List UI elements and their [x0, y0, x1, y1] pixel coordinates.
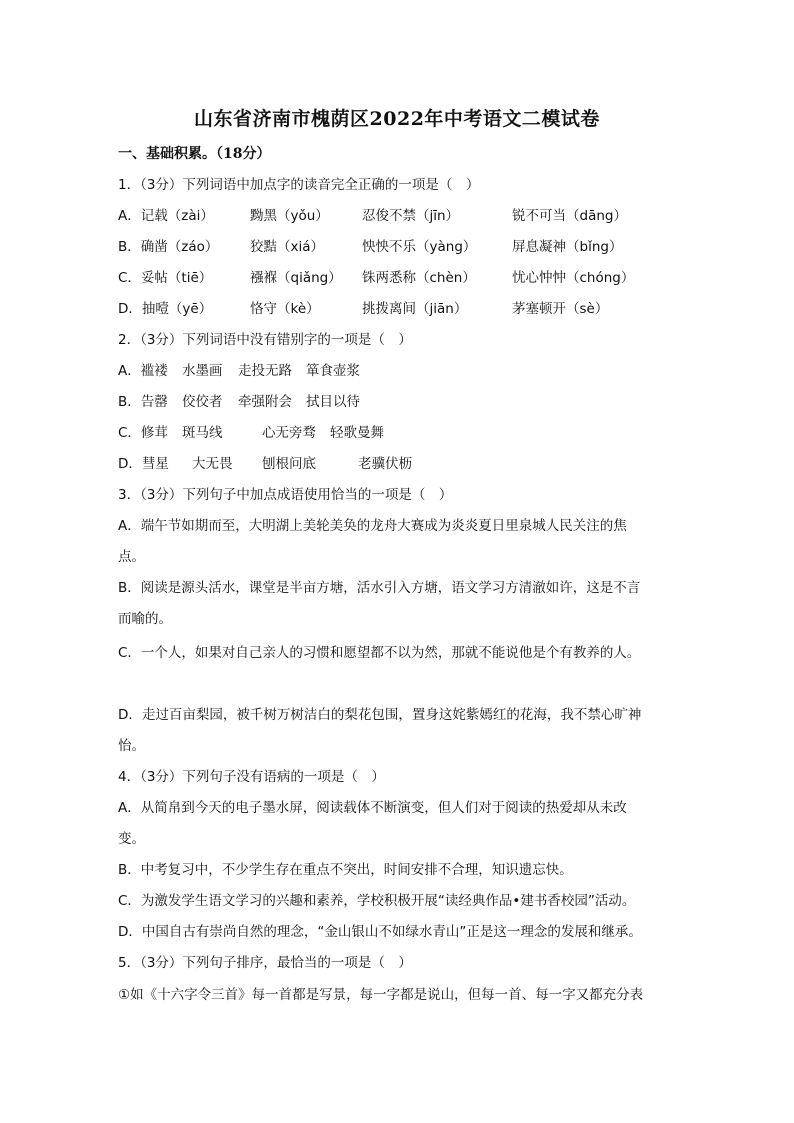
q4-option-d: D．中国自古有崇尚自然的理念，“金山银山不如绿水青山”正是这一理念的发展和继承。: [118, 924, 642, 940]
q2-option-b: B．告罄 佼佼者 牵强附会 拭目以待: [118, 394, 360, 410]
question-2-stem: 2．（3分）下列词语中没有错别字的一项是（ ）: [118, 332, 412, 348]
q4-option-c: C．为激发学生语文学习的兴趣和素养，学校积极开展“读经典作品•建书香校园”活动。: [118, 893, 636, 909]
q2-option-d: D．彗星 大无畏 刨根问底 老骥伏枥: [118, 456, 412, 472]
q3-option-b: B．阅读是源头活水，课堂是半亩方塘，活水引入方塘，语文学习方清澈如许，这是不言: [118, 580, 641, 596]
q4-option-a: A．从简帛到今天的电子墨水屏，阅读载体不断演变，但人们对于阅读的热爱却从未改: [118, 800, 627, 816]
question-3-stem: 3．（3分）下列句子中加点成语使用恰当的一项是（ ）: [118, 487, 453, 503]
q3-option-c: C．一个人，如果对自己亲人的习惯和愿望都不以为然，那就不能说他是个有教养的人。: [118, 645, 641, 661]
q1-option-d: D．抽噎（yē） 恪守（kè） 挑拨离间（jiān） 茅塞顿开（sè）: [118, 301, 609, 317]
q3-option-b-cont: 而喻的。: [118, 611, 172, 627]
q5-sentence-1: ①如《十六字令三首》每一首都是写景，每一字都是说山，但每一首、每一字又都充分表: [118, 987, 644, 1003]
question-4-stem: 4．（3分）下列句子没有语病的一项是（ ）: [118, 769, 385, 785]
q3-option-a: A．端午节如期而至，大明湖上美轮美奂的龙舟大赛成为炎炎夏日里泉城人民关注的焦: [118, 518, 627, 534]
q2-option-a: A．褴褛 水墨画 走投无路 箪食壶浆: [118, 363, 360, 379]
q3-option-d: D．走过百亩梨园，被千树万树洁白的梨花包围，置身这姹紫嫣红的花海，我不禁心旷神: [118, 707, 642, 723]
q4-option-a-cont: 变。: [118, 831, 145, 847]
q2-option-c: C．修茸 斑马线 心无旁骛 轻歌曼舞: [118, 425, 384, 441]
exam-title: 山东省济南市槐荫区2022年中考语文二模试卷: [194, 108, 600, 130]
section-heading: 一、基础积累。（18分）: [118, 146, 271, 162]
question-5-stem: 5．（3分）下列句子排序，最恰当的一项是（ ）: [118, 955, 412, 971]
q1-option-a: A．记载（zài） 黝黑（yǒu） 忍俊不禁（jīn） 锐不可当（dāng）: [118, 208, 627, 224]
question-1-stem: 1．（3分）下列词语中加点字的读音完全正确的一项是（ ）: [118, 177, 480, 193]
q1-option-b: B．确凿（záo） 狡黠（xiá） 怏怏不乐（yàng） 屏息凝神（bǐng）: [118, 239, 623, 255]
q3-option-a-cont: 点。: [118, 549, 145, 565]
q4-option-b: B．中考复习中，不少学生存在重点不突出，时间安排不合理，知识遗忘快。: [118, 862, 573, 878]
q3-option-d-cont: 怡。: [118, 738, 145, 754]
q1-option-c: C．妥帖（tiē） 襁褓（qiǎng） 铢两悉称（chèn） 忧心忡忡（chóng）: [118, 270, 635, 286]
